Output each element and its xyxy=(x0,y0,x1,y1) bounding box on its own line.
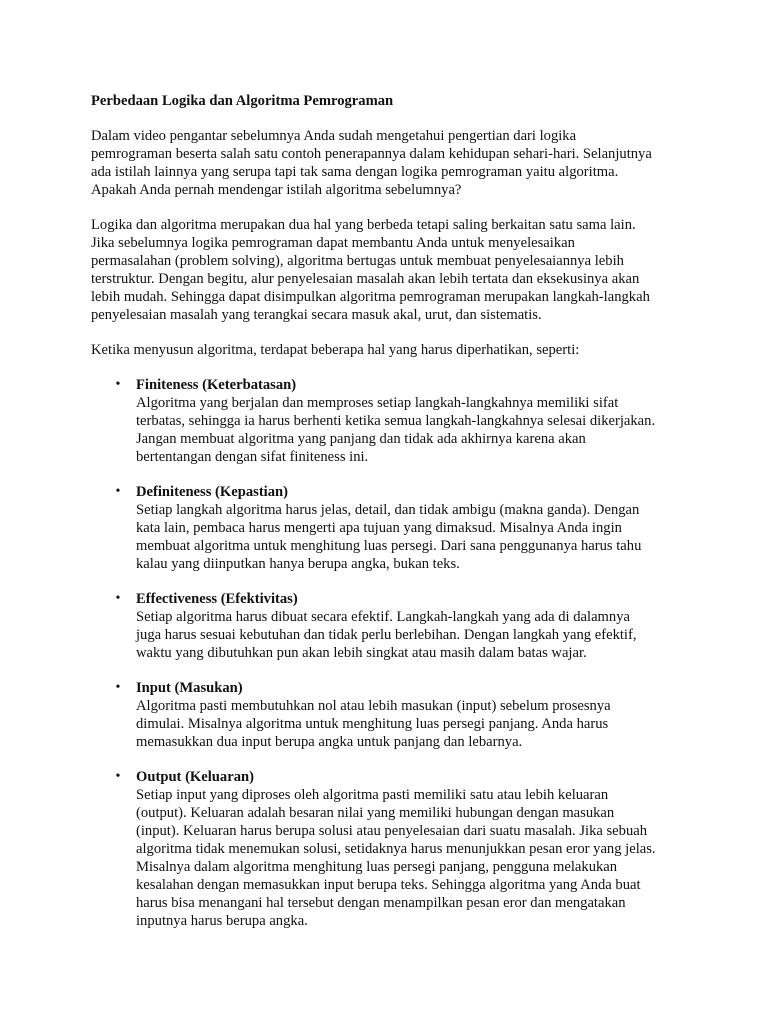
algorithm-properties-list xyxy=(91,376,691,930)
bullet-icon: • xyxy=(115,680,121,695)
intro-line: Dalam video pengantar sebelumnya Anda sudah mengetahui pengertian dari logika xyxy=(91,128,577,144)
item-line: membuat algoritma untuk menghitung luas persegi. Dari sana penggunanya harus tahu xyxy=(136,538,642,554)
item-line: Setiap algoritma harus dibuat secara efektif. Langkah-langkah yang ada di dalamnya xyxy=(136,609,630,625)
item-heading: Effectiveness (Efektivitas) xyxy=(136,591,298,607)
item-line: waktu yang dibutuhkan pun akan lebih singkat atau masih dalam batas wajar. xyxy=(136,645,587,661)
list-item-definiteness xyxy=(91,483,691,573)
intro-line: pemrograman beserta salah satu contoh penerapannya dalam kehidupan sehari-hari. Selanjutnya xyxy=(91,146,652,162)
list-item-finiteness xyxy=(91,376,691,466)
item-body xyxy=(136,608,691,662)
item-line: kata lain, pembaca harus mengerti apa tujuan yang dimaksud. Misalnya Anda ingin xyxy=(136,520,622,536)
intro-paragraph xyxy=(91,127,691,199)
paragraph-line: Logika dan algoritma merupakan dua hal yang berbeda tetapi saling berkaitan satu sama lain. xyxy=(91,217,636,233)
bullet-icon: • xyxy=(115,769,121,784)
item-line: harus bisa menangani hal tersebut dengan menampilkan pesan eror dan mengatakan xyxy=(136,895,626,911)
document-page xyxy=(91,92,691,947)
paragraph-line: terstruktur. Dengan begitu, alur penyelesaian masalah akan lebih tertata dan eksekusinya akan xyxy=(91,271,640,287)
item-line: memasukkan dua input berupa angka untuk panjang dan lebarnya. xyxy=(136,734,523,750)
item-line: Algoritma yang berjalan dan memproses setiap langkah-langkahnya memiliki sifat xyxy=(136,395,619,411)
logic-vs-algorithm-paragraph xyxy=(91,216,691,324)
item-line: juga harus sesuai kebutuhan dan tidak perlu berlebihan. Dengan langkah yang efektif, xyxy=(136,627,637,643)
item-line: terbatas, sehingga ia harus berhenti ketika semua langkah-langkahnya selesai dikerjakan. xyxy=(136,413,656,429)
list-item-input xyxy=(91,679,691,751)
item-line: Setiap input yang diproses oleh algoritma pasti memiliki satu atau lebih keluaran xyxy=(136,787,609,803)
item-heading: Output (Keluaran) xyxy=(136,769,254,785)
paragraph-line: Ketika menyusun algoritma, terdapat beberapa hal yang harus diperhatikan, seperti: xyxy=(91,342,580,358)
item-line: Misalnya dalam algoritma menghitung luas persegi panjang, pengguna melakukan xyxy=(136,859,618,875)
bullet-icon: • xyxy=(115,591,121,606)
item-line: (input). Keluaran harus berupa solusi atau penyelesaian dari suatu masalah. Jika sebuah xyxy=(136,823,648,839)
paragraph-line: lebih mudah. Sehingga dapat disimpulkan algoritma pemrograman merupakan langkah-langkah xyxy=(91,289,650,305)
paragraph-line: penyelesaian masalah yang terangkai secara masuk akal, urut, dan sistematis. xyxy=(91,307,542,323)
item-body xyxy=(136,394,691,466)
item-line: Jangan membuat algoritma yang panjang dan tidak ada akhirnya karena akan xyxy=(136,431,586,447)
list-item-effectiveness xyxy=(91,590,691,662)
item-body xyxy=(136,501,691,573)
item-line: (output). Keluaran adalah besaran nilai yang memiliki hubungan dengan masukan xyxy=(136,805,615,821)
paragraph-line: permasalahan (problem solving), algoritma bertugas untuk membuat penyelesaiannya lebih xyxy=(91,253,624,269)
bullet-icon: • xyxy=(115,484,121,499)
item-line: bertentangan dengan sifat finiteness ini. xyxy=(136,449,369,465)
item-line: inputnya harus berupa angka. xyxy=(136,913,308,929)
item-body xyxy=(136,786,691,930)
item-heading: Definiteness (Kepastian) xyxy=(136,484,289,500)
item-line: kesalahan dengan memasukkan input berupa teks. Sehingga algoritma yang Anda buat xyxy=(136,877,641,893)
item-heading: Finiteness (Keterbatasan) xyxy=(136,377,297,393)
item-line: Algoritma pasti membutuhkan nol atau lebih masukan (input) sebelum prosesnya xyxy=(136,698,611,714)
bullet-icon: • xyxy=(115,377,121,392)
document-title: Perbedaan Logika dan Algoritma Pemrograman xyxy=(91,93,394,109)
item-line: dimulai. Misalnya algoritma untuk menghitung luas persegi panjang. Anda harus xyxy=(136,716,609,732)
intro-line: Apakah Anda pernah mendengar istilah algoritma sebelumnya? xyxy=(91,182,462,198)
list-item-output xyxy=(91,768,691,930)
item-line: kalau yang diinputkan hanya berupa angka, bukan teks. xyxy=(136,556,460,572)
intro-line: ada istilah lainnya yang serupa tapi tak sama dengan logika pemrograman yaitu algoritma. xyxy=(91,164,619,180)
item-line: Setiap langkah algoritma harus jelas, detail, dan tidak ambigu (makna ganda). Dengan xyxy=(136,502,640,518)
list-intro-paragraph xyxy=(91,341,691,359)
item-body xyxy=(136,697,691,751)
item-line: algoritma tidak menemukan solusi, setidaknya harus menunjukkan pesan eror yang jelas. xyxy=(136,841,656,857)
paragraph-line: Jika sebelumnya logika pemrograman dapat membantu Anda untuk menyelesaikan xyxy=(91,235,575,251)
item-heading: Input (Masukan) xyxy=(136,680,243,696)
